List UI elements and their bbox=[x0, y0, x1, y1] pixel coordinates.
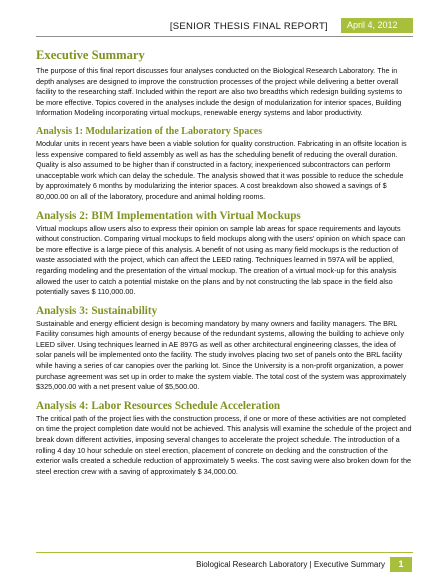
analysis-3-heading: Analysis 3: Sustainability bbox=[36, 304, 158, 317]
page-header bbox=[36, 18, 413, 37]
document-body bbox=[36, 48, 412, 477]
analysis-1-paragraph: Modular units in recent years have been a viable solution for quality construction. Fabricating in an offsite location is less expensive compared to field assembly as well as has the scheduling benefit of reducing the overall duration. Quality is also assumed to be higher than if constructed in a factory, inexperienced subcontractors can perform unacceptable work which can delay the schedule. The analysis showed that it was possible to reduce the schedule by approximately 6 months by modularizing the interior spaces. A cost breakdown also showed a savings of $ 80,000.00 on all of the laboratory, procedure and animal holding rooms. bbox=[36, 138, 407, 201]
analysis-3-paragraph: Sustainable and energy efficient design is becoming mandatory by many owners and facility managers. The BRL Facility consumes high amounts of energy because of the redundant systems, allowing the building to achieve only LEED silver. Using techniques learned in AE 897G as well as other architectural engineering classes, the idea of solar panels will be implemented onto the facility. The study involves placing two set of panels onto the BRL facility while having a series of car canopies over the parking lot. Since the University is a non-profit organization, a power purchase agreement was set up in order to make the system viable. The total cost of the system was approximately $325,000.00 with a net present value of $5,500.00. bbox=[36, 318, 407, 392]
footer-text: Biological Research Laboratory | Executive Summary bbox=[196, 560, 385, 569]
analysis-4-paragraph: The critical path of the project lies with the construction process, if one or more of these activities are not completed on time the project completion date would not be achieved. This analysis will examine the schedule of the project and break down different activities, imposing several changes to accelerate the project schedule. The introduction of a rolling 4 day 10 hour schedule on steel erection, placement of concrete on decking and the construction of the exterior walls created a schedule reduction of approximately 5 weeks. The cost saving were also broken down for the steel erection crew with a saving of approximately $ 34,000.00. bbox=[36, 413, 412, 476]
page-number: 1 bbox=[390, 557, 412, 572]
analysis-1-heading: Analysis 1: Modularization of the Laboratory Spaces bbox=[36, 125, 263, 137]
analysis-2-heading: Analysis 2: BIM Implementation with Virtual Mockups bbox=[36, 209, 301, 222]
footer-divider bbox=[36, 552, 413, 553]
analysis-2-paragraph: Virtual mockups allow users also to express their opinion on sample lab areas for space requirements and layouts without construction. Comparing virtual mockups to field mockups along with the users' opinion on which space can be more effective is a large piece of this analysis. A benefit of not using as many field mockups is the reduction of waste associated with the project, which can affect the LEED rating. Techniques learned in 597A will be applied, regarding modeling and the presentation of the virtual mockup. The creation of a virtual mock-up for this analysis allowed the user to catch a potential mistake on the plans and by not constructing the lab space in the field also potentially saves $ 110,000.00. bbox=[36, 223, 406, 297]
analysis-4-heading: Analysis 4: Labor Resources Schedule Acceleration bbox=[36, 399, 281, 412]
executive-summary-heading: Executive Summary bbox=[36, 48, 145, 62]
date-badge: April 4, 2012 bbox=[341, 18, 413, 33]
intro-paragraph: The purpose of this final report discusses four analyses conducted on the Biological Research Laboratory. The in depth analyses are designed to improve the construction processes of the project while delivering a better overall facility to the researching staff. Included within the report are also two breadths which redesign building systems to be more effective. Topics covered in the analyses include the design of modularization for interior spaces, Building Information Modeling incorporating virtual mockups, renewable energy systems and labor productivity. bbox=[36, 66, 403, 118]
report-title: [SENIOR THESIS FINAL REPORT] bbox=[169, 21, 328, 32]
